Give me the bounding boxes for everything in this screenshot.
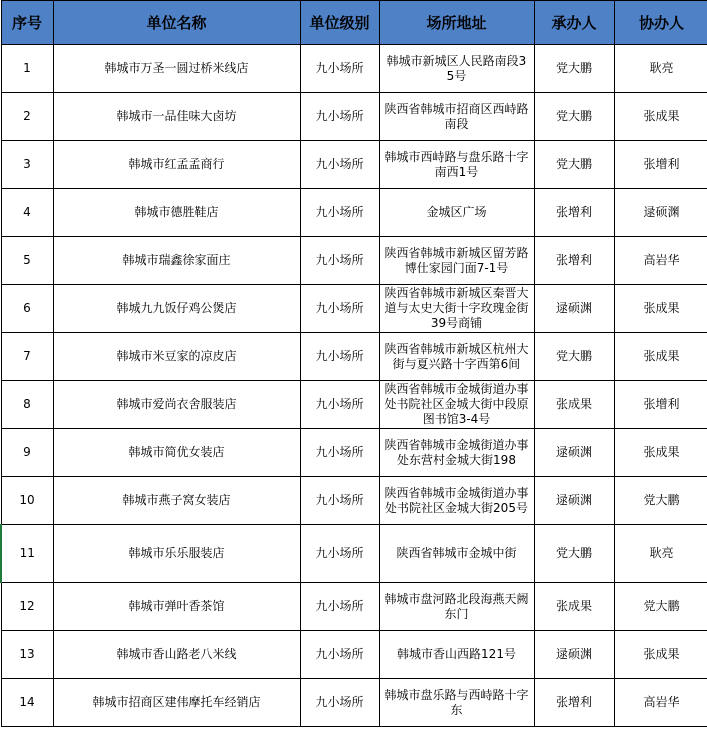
cell-no[interactable]: 7 <box>1 333 53 381</box>
cell-address[interactable]: 韩城市西峙路与盘乐路十字南西1号 <box>379 141 534 189</box>
cell-address[interactable]: 陕西省韩城市新城区杭州大街与夏兴路十字西第6间 <box>379 333 534 381</box>
table-row <box>1 333 707 381</box>
cell-host[interactable]: 党大鹏 <box>534 93 614 141</box>
cell-address[interactable]: 韩城市盘乐路与西峙路十字东 <box>379 679 534 727</box>
table-row <box>1 679 707 727</box>
cell-level[interactable]: 九小场所 <box>300 477 379 525</box>
cell-assist[interactable]: 党大鹏 <box>614 583 707 631</box>
cell-address[interactable]: 陕西省韩城市金城街道办事处书院社区金城大街205号 <box>379 477 534 525</box>
cell-assist[interactable]: 高岩华 <box>614 237 707 285</box>
cell-level[interactable]: 九小场所 <box>300 237 379 285</box>
cell-assist[interactable]: 耿亮 <box>614 45 707 93</box>
cell-level[interactable]: 九小场所 <box>300 525 379 583</box>
cell-address[interactable]: 陕西省韩城市金城中街 <box>379 525 534 583</box>
cell-address[interactable]: 陕西省韩城市金城街道办事处东营村金城大街198 <box>379 429 534 477</box>
cell-name[interactable]: 韩城市米豆家的凉皮店 <box>53 333 300 381</box>
cell-assist[interactable]: 高岩华 <box>614 679 707 727</box>
cell-level[interactable]: 九小场所 <box>300 631 379 679</box>
cell-host[interactable]: 张成果 <box>534 381 614 429</box>
cell-level[interactable]: 九小场所 <box>300 141 379 189</box>
cell-address[interactable]: 韩城市香山西路121号 <box>379 631 534 679</box>
cell-address[interactable]: 金城区广场 <box>379 189 534 237</box>
cell-no[interactable]: 4 <box>1 189 53 237</box>
cell-address[interactable]: 陕西省韩城市新城区留芳路博仕家园门面7-1号 <box>379 237 534 285</box>
cell-host[interactable]: 张增利 <box>534 189 614 237</box>
cell-host[interactable]: 党大鹏 <box>534 141 614 189</box>
cell-name[interactable]: 韩城市瑞鑫徐家面庄 <box>53 237 300 285</box>
table-row <box>1 631 707 679</box>
cell-assist[interactable]: 张成果 <box>614 285 707 333</box>
cell-address[interactable]: 陕西省韩城市招商区西峙路南段 <box>379 93 534 141</box>
cell-host[interactable]: 张增利 <box>534 237 614 285</box>
cell-no[interactable]: 3 <box>1 141 53 189</box>
table-row <box>1 285 707 333</box>
cell-level[interactable]: 九小场所 <box>300 333 379 381</box>
header-cell-level[interactable]: 单位级别 <box>300 1 379 45</box>
cell-no[interactable]: 14 <box>1 679 53 727</box>
cell-host[interactable]: 党大鹏 <box>534 333 614 381</box>
cell-name[interactable]: 韩城市万圣一圆过桥米线店 <box>53 45 300 93</box>
cell-name[interactable]: 韩城市燕子窝女装店 <box>53 477 300 525</box>
cell-level[interactable]: 九小场所 <box>300 381 379 429</box>
cell-no[interactable]: 10 <box>1 477 53 525</box>
table-row <box>1 189 707 237</box>
cell-name[interactable]: 韩城市弹叶香茶馆 <box>53 583 300 631</box>
cell-no[interactable]: 2 <box>1 93 53 141</box>
cell-no[interactable]: 9 <box>1 429 53 477</box>
cell-name[interactable]: 韩城市德胜鞋店 <box>53 189 300 237</box>
cell-level[interactable]: 九小场所 <box>300 285 379 333</box>
cell-level[interactable]: 九小场所 <box>300 583 379 631</box>
cell-level[interactable]: 九小场所 <box>300 93 379 141</box>
header-cell-address[interactable]: 场所地址 <box>379 1 534 45</box>
cell-assist[interactable]: 张增利 <box>614 141 707 189</box>
cell-level[interactable]: 九小场所 <box>300 679 379 727</box>
cell-assist[interactable]: 耿亮 <box>614 525 707 583</box>
cell-address[interactable]: 韩城市新城区人民路南段35号 <box>379 45 534 93</box>
cell-address[interactable]: 韩城市盘河路北段海燕天阙东门 <box>379 583 534 631</box>
cell-name[interactable]: 韩城九九饭仔鸡公煲店 <box>53 285 300 333</box>
cell-assist[interactable]: 张成果 <box>614 333 707 381</box>
cell-assist[interactable]: 张成果 <box>614 631 707 679</box>
cell-host[interactable]: 逯硕渊 <box>534 429 614 477</box>
cell-name[interactable]: 韩城市爱尚衣舍服装店 <box>53 381 300 429</box>
cell-host[interactable]: 逯硕渊 <box>534 631 614 679</box>
cell-no[interactable]: 13 <box>1 631 53 679</box>
cell-no[interactable]: 6 <box>1 285 53 333</box>
cell-no[interactable]: 1 <box>1 45 53 93</box>
cell-name[interactable]: 韩城市香山路老八米线 <box>53 631 300 679</box>
cell-name[interactable]: 韩城市乐乐服装店 <box>53 525 300 583</box>
cell-level[interactable]: 九小场所 <box>300 45 379 93</box>
cell-host[interactable]: 党大鹏 <box>534 45 614 93</box>
cell-host[interactable]: 党大鹏 <box>534 525 614 583</box>
cell-name[interactable]: 韩城市招商区建伟摩托车经销店 <box>53 679 300 727</box>
cell-address[interactable]: 陕西省韩城市金城街道办事处书院社区金城大街中段原图书馆3-4号 <box>379 381 534 429</box>
table-row <box>1 583 707 631</box>
cell-assist[interactable]: 逯硕渊 <box>614 189 707 237</box>
cell-assist[interactable]: 党大鹏 <box>614 477 707 525</box>
cell-no[interactable]: 5 <box>1 237 53 285</box>
cell-host[interactable]: 张增利 <box>534 679 614 727</box>
cell-name[interactable]: 韩城市一品佳味大卤坊 <box>53 93 300 141</box>
cell-name[interactable]: 韩城市红孟孟商行 <box>53 141 300 189</box>
table-row <box>1 237 707 285</box>
cell-level[interactable]: 九小场所 <box>300 189 379 237</box>
cell-level[interactable]: 九小场所 <box>300 429 379 477</box>
cell-no[interactable]: 11 <box>1 525 53 583</box>
cell-no[interactable]: 8 <box>1 381 53 429</box>
table-row <box>1 429 707 477</box>
header-cell-no[interactable]: 序号 <box>1 1 53 45</box>
table-row <box>1 477 707 525</box>
header-cell-host[interactable]: 承办人 <box>534 1 614 45</box>
table-row <box>1 141 707 189</box>
header-cell-assist[interactable]: 协办人 <box>614 1 707 45</box>
cell-assist[interactable]: 张成果 <box>614 429 707 477</box>
cell-address[interactable]: 陕西省韩城市新城区秦晋大道与太史大街十字玫瑰金街39号商铺 <box>379 285 534 333</box>
table-row <box>1 525 707 583</box>
table-row <box>1 381 707 429</box>
cell-no[interactable]: 12 <box>1 583 53 631</box>
cell-host[interactable]: 逯硕渊 <box>534 477 614 525</box>
header-row <box>1 1 707 45</box>
table-row <box>1 93 707 141</box>
cell-assist[interactable]: 张成果 <box>614 93 707 141</box>
header-cell-name[interactable]: 单位名称 <box>53 1 300 45</box>
cell-host[interactable]: 张成果 <box>534 583 614 631</box>
cell-assist[interactable]: 张增利 <box>614 381 707 429</box>
cell-host[interactable]: 逯硕渊 <box>534 285 614 333</box>
cell-name[interactable]: 韩城市简优女装店 <box>53 429 300 477</box>
table-row <box>1 45 707 93</box>
